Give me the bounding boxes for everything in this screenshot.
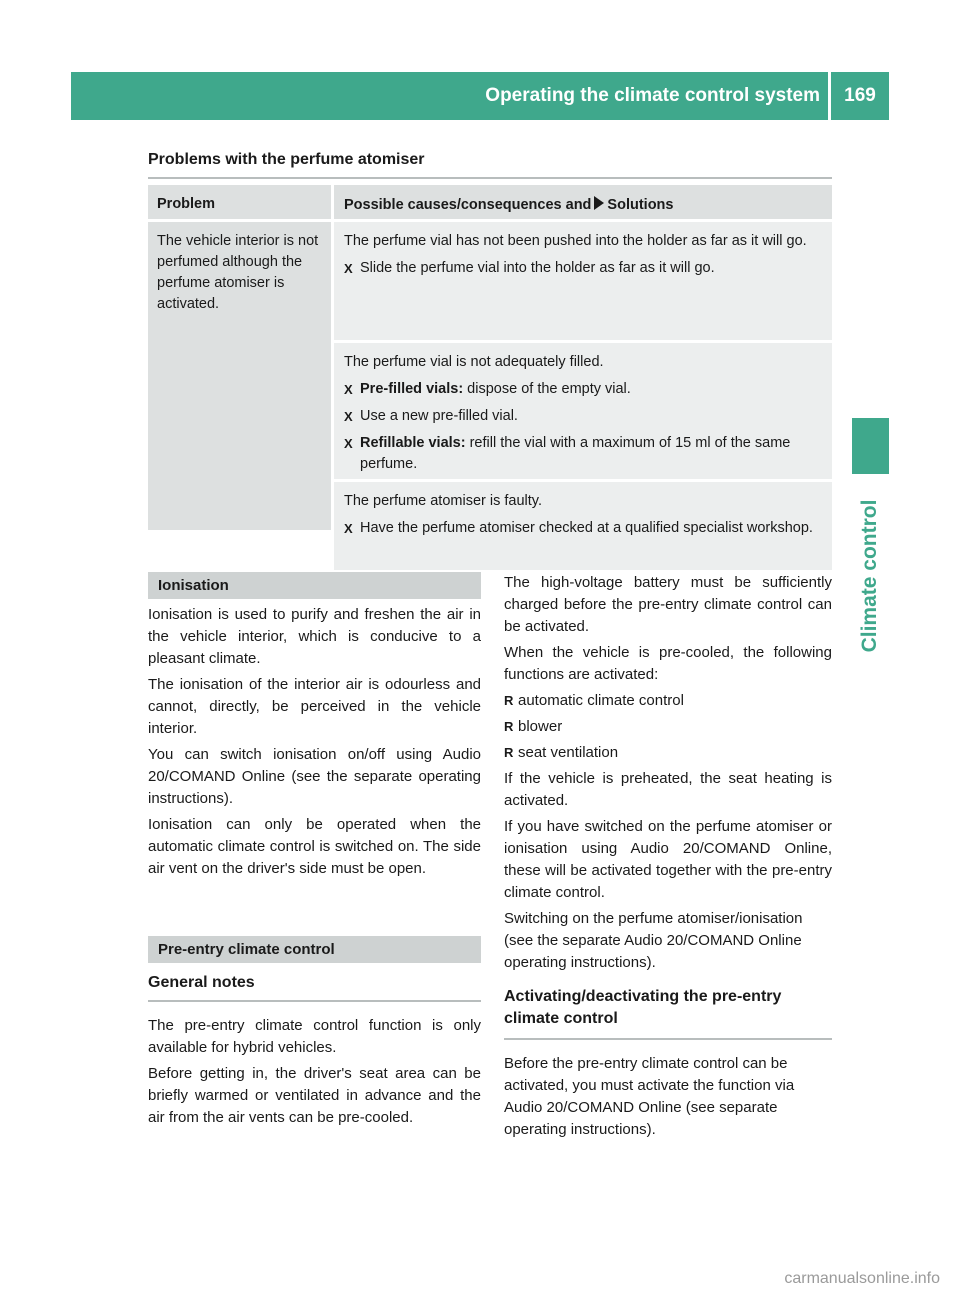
table-header-row xyxy=(148,185,832,222)
right-column xyxy=(504,572,832,1145)
step-x-icon: X xyxy=(344,436,353,451)
cause-text: The perfume atomiser is faulty. xyxy=(344,493,542,509)
list-item-text: seat ventilation xyxy=(518,744,619,761)
step-x-icon: X xyxy=(344,261,353,276)
list-item xyxy=(504,742,832,764)
causes-cell xyxy=(334,222,832,570)
paragraph: The high-voltage battery must be sufficiently charged before the pre-entry climate control can be activated. xyxy=(504,574,832,635)
page-number: 169 xyxy=(844,85,876,106)
list-item xyxy=(504,716,832,738)
solution-step xyxy=(344,518,823,539)
cause-block xyxy=(334,222,832,343)
subheading-general-notes: General notes xyxy=(148,974,255,991)
column-header-problem: Problem xyxy=(148,185,334,219)
paragraph: If the vehicle is preheated, the seat heating is activated. xyxy=(504,770,832,809)
step-bold-label: Refillable vials: xyxy=(360,435,466,451)
step-x-icon: X xyxy=(344,409,353,424)
step-text: dispose of the empty vial. xyxy=(463,381,631,397)
list-item-text: automatic climate control xyxy=(518,692,684,709)
paragraph: If you have switched on the perfume atomiser or ionisation using Audio 20/COMAND Online, these will be activated together with the pre-entry climate control. xyxy=(504,818,832,901)
column-header-causes xyxy=(334,185,832,219)
paragraph: The pre-entry climate control function is only available for hybrid vehicles. xyxy=(148,1016,481,1056)
paragraph: Ionisation is used to purify and freshen the air in the vehicle interior, which is conducive to a pleasant climate. xyxy=(148,606,481,667)
list-item-text: blower xyxy=(518,718,563,735)
problems-heading: Problems with the perfume atomiser xyxy=(148,151,425,168)
step-text: refill the vial with a maximum of 15 ml of the same perfume. xyxy=(360,435,791,472)
cause-block xyxy=(334,482,832,570)
paragraph: Switching on the perfume atomiser/ionisation (see the separate Audio 20/COMAND Online operating instructions). xyxy=(504,910,803,971)
page-header xyxy=(71,72,889,120)
problems-table xyxy=(148,185,832,570)
paragraph: You can switch ionisation on/off using Audio 20/COMAND Online (see the separate operating instructions). xyxy=(148,746,481,807)
cause-text: The perfume vial is not adequately filled. xyxy=(344,354,604,370)
causes-header-suffix: Solutions xyxy=(607,197,674,213)
step-text: Use a new pre-filled vial. xyxy=(360,408,518,424)
chapter-title: Operating the climate control system xyxy=(485,85,820,106)
step-x-icon: X xyxy=(344,521,353,536)
chapter-side-label: Climate control xyxy=(858,499,881,653)
list-item xyxy=(504,690,832,712)
bullet-r-icon: R xyxy=(504,745,514,760)
paragraph: The ionisation of the interior air is odourless and cannot, directly, be perceived in the vehicle interior. xyxy=(148,676,481,737)
heading-rule xyxy=(148,177,832,179)
causes-header-prefix: Possible causes/consequences and xyxy=(344,197,592,213)
section-title-preentry: Pre-entry climate control xyxy=(148,936,481,963)
bullet-r-icon: R xyxy=(504,693,514,708)
step-bold-label: Pre-filled vials: xyxy=(360,381,464,397)
play-arrow-icon xyxy=(594,196,604,210)
step-text: Have the perfume atomiser checked at a qualified specialist workshop. xyxy=(360,520,813,536)
problem-cell: The vehicle interior is not perfumed although the perfume atomiser is activated. xyxy=(148,222,334,530)
table-row xyxy=(148,222,832,570)
preentry-section xyxy=(148,936,481,1133)
bullet-r-icon: R xyxy=(504,719,514,734)
solution-step xyxy=(344,258,823,279)
cause-block xyxy=(334,343,832,482)
chapter-tab-marker xyxy=(852,418,889,474)
section-title-ionisation: Ionisation xyxy=(148,572,481,599)
solution-step xyxy=(344,379,823,400)
paragraph: Before getting in, the driver's seat area can be briefly warmed or ventilated in advance and the air from the air vents can be pre-cooled. xyxy=(148,1064,481,1126)
watermark: carmanualsonline.info xyxy=(784,1270,940,1287)
solution-step xyxy=(344,433,823,475)
ionisation-section xyxy=(148,572,481,884)
step-text: Slide the perfume vial into the holder as far as it will go. xyxy=(360,260,715,276)
solution-step xyxy=(344,406,823,427)
paragraph: When the vehicle is pre-cooled, the following functions are activated: xyxy=(504,644,832,683)
subheading-activating: Activating/deactivating the pre-entry climate control xyxy=(504,988,782,1027)
paragraph: Ionisation can only be operated when the automatic climate control is switched on. The side air vent on the driver's side must be open. xyxy=(148,816,481,877)
step-x-icon: X xyxy=(344,382,353,397)
cause-text: The perfume vial has not been pushed into the holder as far as it will go. xyxy=(344,233,807,249)
paragraph: Before the pre-entry climate control can be activated, you must activate the function via Audio 20/COMAND Online (see separate operating instructions). xyxy=(504,1054,795,1138)
